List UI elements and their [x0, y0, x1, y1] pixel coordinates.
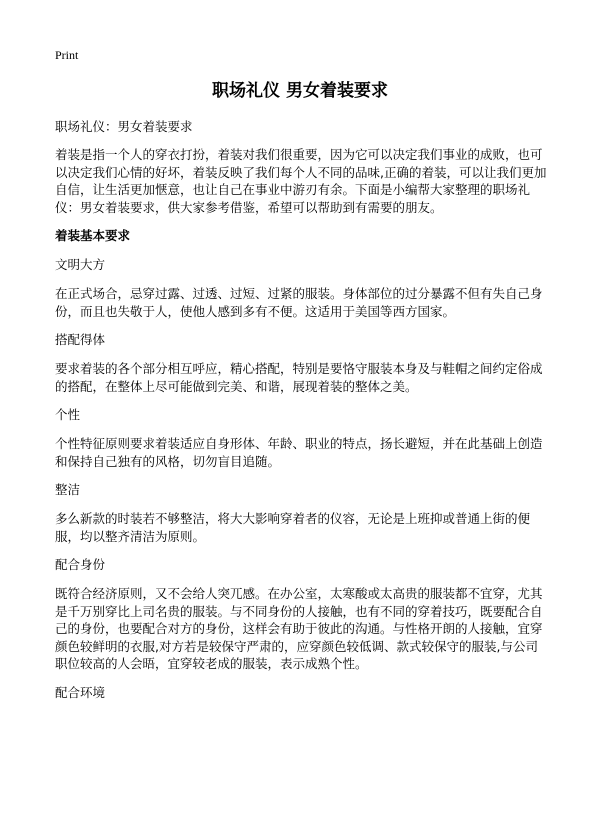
- subtitle: 职场礼仪：男女着装要求: [55, 119, 193, 134]
- section-title-civilized: 文明大方: [55, 257, 106, 272]
- section-title-personality: 个性: [55, 407, 81, 422]
- page-title: 职场礼仪 男女着装要求: [212, 81, 388, 101]
- intro-paragraph: 着装是指一个人的穿衣打扮，着装对我们很重要，因为它可以决定我们事业的成败，也可以决定我们心情的好坏，着装反映了我们每个人不同的品味,正确的着装，可以让我们更加自信，让生活更加惬意，也让自己在事业中游刃有余。下面是小编帮大家整理的职场礼仪：男女着装要求，供大家参考借鉴，希望可以帮助到有需要的朋友。: [55, 147, 547, 215]
- section-body-civilized: 在正式场合，忌穿过露、过透、过短、过紧的服装。身体部位的过分暴露不但有失自己身份，而且也失敬于人，使他人感到多有不便。这适用于美国等西方国家。: [55, 286, 543, 319]
- section-title-matching: 搭配得体: [55, 332, 106, 347]
- section-body-identity: 既符合经济原则，又不会给人突兀感。在办公室，太寒酸或太高贵的服装都不宜穿，尤其是千万别穿比上司名贵的服装。与不同身份的人接触，也有不同的穿着技巧，既要配合自己的身份，也要配合对方的身份，这样会有助于彼此的沟通。与性格开朗的人接触，宜穿颜色较鲜明的衣服,对方若是较保守严肃的，应穿颜色较低调、款式较保守的服装,与公司职位较高的人会晤，宜穿较老成的服装，表示成熟个性。: [55, 586, 543, 671]
- print-label: Print: [55, 48, 79, 62]
- section-body-personality: 个性特征原则要求着装适应自身形体、年龄、职业的特点，扬长避短，并在此基础上创造和保持自己独有的风格，切勿盲目追随。: [55, 436, 543, 469]
- section-title-environment: 配合环境: [55, 684, 106, 700]
- document-body: [55, 118, 550, 713]
- section-title-tidy: 整洁: [55, 482, 81, 497]
- section-heading: 着装基本要求: [55, 228, 131, 243]
- section-body-matching: 要求着装的各个部分相互呼应，精心搭配，特别是要恪守服装本身及与鞋帽之间约定俗成的搭配，在整体上尽可能做到完美、和谐，展现着装的整体之美。: [55, 361, 543, 394]
- section-title-identity: 配合身份: [55, 557, 106, 572]
- section-body-tidy: 多么新款的时装若不够整洁，将大大影响穿着者的仪容，无论是上班抑或普通上街的便服，均以整齐清洁为原则。: [55, 511, 531, 544]
